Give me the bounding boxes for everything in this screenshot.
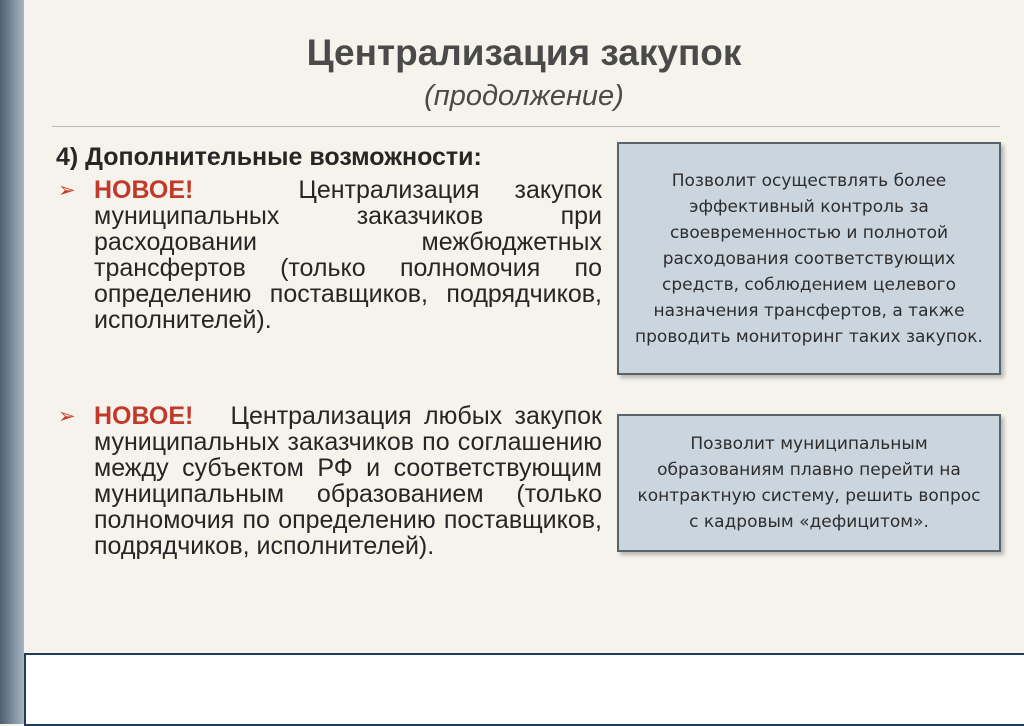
arrow-bullet-icon: ➢ (58, 179, 76, 202)
section-heading: 4) Дополнительные возможности: (56, 143, 482, 171)
info-box-1 (617, 142, 1001, 375)
new-tag: НОВОЕ! (94, 402, 194, 430)
title-divider (52, 126, 1000, 127)
info-box-text: Позволит муниципальным образованиям плавно перейти на контрактную систему, решить вопрос с кадровым «дефицитом». (637, 434, 981, 532)
bullet-point-text: Централизация любых закупок муниципальных заказчиков по соглашению между субъектом РФ и соответствующим муниципальным образованием (только полномочия по определению поставщиков, подрядчиков, исполнителей). (94, 402, 602, 560)
arrow-bullet-icon: ➢ (58, 405, 76, 428)
slide-subtitle: (продолжение) (424, 80, 624, 112)
bullet-point-2 (58, 403, 602, 559)
bullet-point-1 (58, 177, 602, 333)
left-side-bar (0, 0, 24, 724)
bullet-point-text: Централизация закупок муниципальных заказчиков при расходовании межбюджетных трансфертов (только полномочия по определению поставщиков, подрядчиков, исполнителей). (94, 176, 602, 334)
new-tag: НОВОЕ! (94, 176, 194, 204)
info-box-text: Позволит осуществлять более эффективный контроль за своевременностью и полнотой расходования соответствующих средств, соблюдением целевого назначения трансфертов, а также проводить мониторинг таких закупок. (635, 170, 983, 347)
bottom-empty-box (24, 653, 1024, 726)
info-box-2 (617, 414, 1001, 552)
bullet-point-body (58, 403, 602, 559)
slide (24, 0, 1024, 724)
slide-title: Централизация закупок (306, 32, 742, 73)
bullet-point-body (58, 177, 602, 333)
